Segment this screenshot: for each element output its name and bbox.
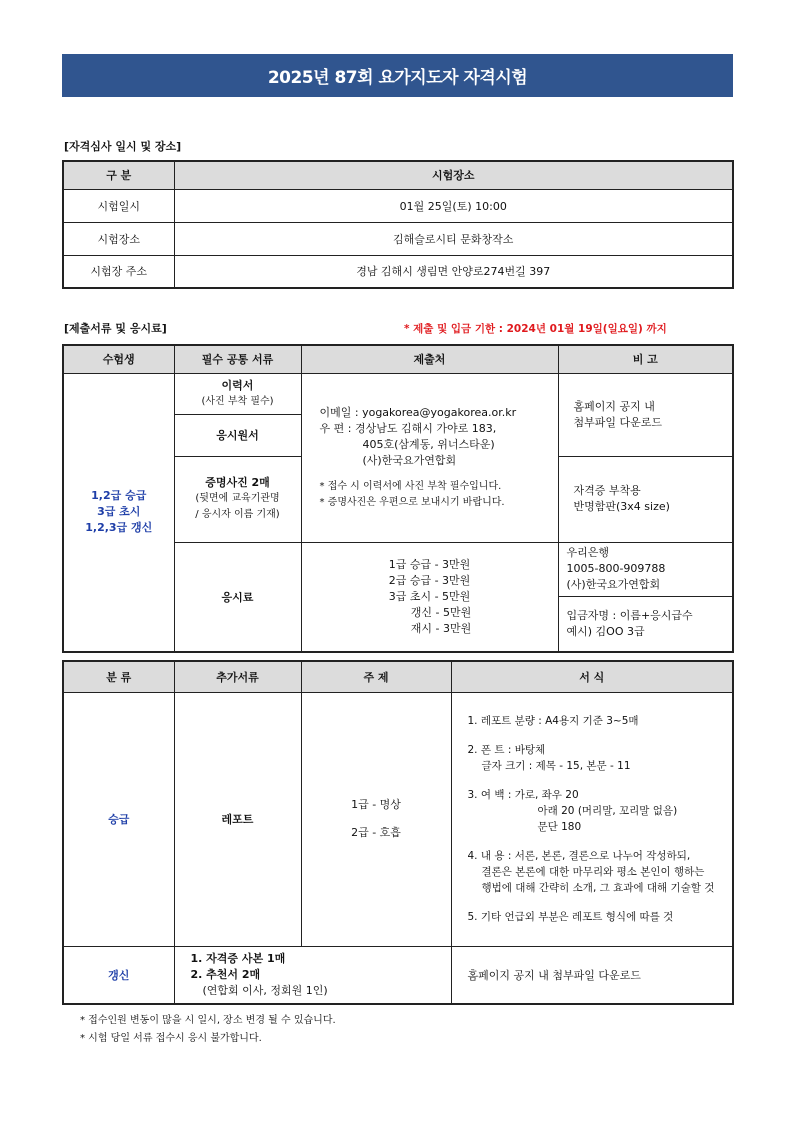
format-3b: 아래 20 (머리말, 꼬리말 없음) xyxy=(537,805,678,817)
doc-photo-note-2: / 응시자 이름 기재) xyxy=(195,509,280,520)
remark-photo-cell xyxy=(558,456,733,542)
doc-resume-cell xyxy=(174,373,301,414)
header-venue: 시험장소 xyxy=(174,161,733,189)
renew-doc-2: 2. 추천서 2매 xyxy=(190,967,261,981)
category-promote: 승급 xyxy=(63,692,174,946)
doc-photo-cell xyxy=(174,456,301,542)
header-additional-docs: 추가서류 xyxy=(174,661,301,692)
exam-info-table xyxy=(62,160,734,289)
submit-post-2: 405호(삼계동, 위너스타운) xyxy=(362,437,495,451)
row-label-date: 시험일시 xyxy=(63,189,174,222)
renew-docs-cell xyxy=(174,946,451,1004)
format-4a: 4. 내 용 : 서론, 본론, 결론으로 나누어 작성하되, xyxy=(467,850,691,862)
remark-photo-1: 자격증 부착용 xyxy=(573,484,641,497)
fee-2: 2급 승급 - 3만원 xyxy=(388,573,471,587)
remark-download-1: 홈페이지 공지 내 xyxy=(573,399,655,413)
section-label-exam-info: [자격심사 일시 및 장소] xyxy=(64,140,182,153)
format-cell xyxy=(451,692,733,946)
topic-level-1: 1급 - 명상 xyxy=(351,798,401,811)
format-4c: 행법에 대해 간략히 소개, 그 효과에 대해 기술할 것 xyxy=(481,882,715,894)
depositor-rule: 입금자명 : 이름+응시급수 xyxy=(566,608,693,622)
submit-cell xyxy=(301,373,558,542)
header-category: 구 분 xyxy=(63,161,174,189)
bank-holder: (사)한국요가연합회 xyxy=(566,578,661,591)
topic-level-2: 2급 - 호흡 xyxy=(351,826,401,839)
submit-note-1: * 접수 시 이력서에 사진 부착 필수입니다. xyxy=(319,480,502,492)
format-5: 5. 기타 언급외 부분은 레포트 형식에 따를 것 xyxy=(467,911,674,923)
remark-photo-2: 반명함판(3x4 size) xyxy=(573,500,670,513)
format-2b: 글자 크기 : 제목 - 15, 본문 - 11 xyxy=(481,760,631,772)
fee-4: 갱신 - 5만원 xyxy=(410,605,472,619)
submit-post-1: 우 편 : 경상남도 김해시 가야로 183, xyxy=(319,421,497,435)
header-topic: 주 제 xyxy=(301,661,451,692)
submit-note-2: * 증명사진은 우편으로 보내시기 바랍니다. xyxy=(319,496,505,508)
deadline-notice: * 제출 및 입금 기한 : 2024년 01월 19일(일요일) 까지 xyxy=(404,323,667,335)
doc-application: 응시원서 xyxy=(174,414,301,456)
candidate-first: 3급 초시 xyxy=(97,505,141,519)
section-label-documents: [제출서류 및 응시료] xyxy=(64,322,167,335)
candidate-promote: 1,2급 승급 xyxy=(91,489,147,503)
renew-doc-1: 1. 자격증 사본 1매 xyxy=(190,951,286,965)
row-value-address: 경남 김해시 생림면 안양로274번길 397 xyxy=(174,255,733,288)
format-3a: 3. 여 백 : 가로, 좌우 20 xyxy=(467,789,579,801)
doc-photo-note-1: (뒷면에 교육기관명 xyxy=(195,493,280,504)
renew-doc-3: (연합회 이사, 정회원 1인) xyxy=(202,983,328,997)
footer-note-2: * 시험 당일 서류 접수시 응시 불가합니다. xyxy=(80,1033,262,1044)
fee-1: 1급 승급 - 3만원 xyxy=(388,557,471,571)
doc-resume-note: (사진 부착 필수) xyxy=(201,395,274,407)
header-format: 서 식 xyxy=(451,661,733,692)
footer-notes xyxy=(80,1012,336,1048)
doc-report: 레포트 xyxy=(174,692,301,946)
depositor-example: 예시) 김OO 3급 xyxy=(566,624,645,638)
remark-download-2: 첨부파일 다운로드 xyxy=(573,415,663,429)
category-renew: 갱신 xyxy=(63,946,174,1004)
renew-format: 홈페이지 공지 내 첨부파일 다운로드 xyxy=(451,946,733,1004)
documents-table xyxy=(62,344,734,653)
depositor-cell xyxy=(558,596,733,652)
format-4b: 결론은 본론에 대한 마무리와 평소 본인이 행하는 xyxy=(481,866,705,878)
fee-5: 재시 - 3만원 xyxy=(410,621,472,635)
row-value-date: 01월 25일(토) 10:00 xyxy=(174,189,733,222)
page-title: 2025년 87회 요가지도자 자격시험 xyxy=(62,54,733,97)
fee-3: 3급 초시 - 5만원 xyxy=(388,589,471,603)
doc-resume: 이력서 xyxy=(221,378,254,392)
bank-name: 우리은행 xyxy=(566,546,610,559)
submit-post-3: (사)한국요가연합회 xyxy=(362,453,457,467)
header-submit-to: 제출처 xyxy=(301,345,558,373)
header-remarks: 비 고 xyxy=(558,345,733,373)
remark-download-cell xyxy=(558,373,733,456)
bank-account: 1005-800-909788 xyxy=(566,562,666,575)
bank-cell xyxy=(558,542,733,596)
doc-photo: 증명사진 2매 xyxy=(205,476,270,489)
fee-list-cell xyxy=(301,542,558,652)
row-label-place: 시험장소 xyxy=(63,222,174,255)
header-required-docs: 필수 공통 서류 xyxy=(174,345,301,373)
row-label-address: 시험장 주소 xyxy=(63,255,174,288)
row-value-place: 김해슬로시티 문화창작소 xyxy=(174,222,733,255)
header-candidate: 수험생 xyxy=(63,345,174,373)
format-2a: 2. 폰 트 : 바탕체 xyxy=(467,744,546,756)
additional-docs-table xyxy=(62,660,734,1005)
doc-fee: 응시료 xyxy=(174,542,301,652)
footer-note-1: * 접수인원 변동이 많을 시 일시, 장소 변경 될 수 있습니다. xyxy=(80,1015,336,1026)
format-3c: 문단 180 xyxy=(537,821,582,833)
candidate-renew: 1,2,3급 갱신 xyxy=(85,521,153,535)
topic-cell xyxy=(301,692,451,946)
format-1: 1. 레포트 분량 : A4용지 기준 3~5매 xyxy=(467,715,639,727)
candidate-cell xyxy=(63,373,174,652)
submit-email: 이메일 : yogakorea@yogakorea.or.kr xyxy=(319,405,517,419)
header-classification: 분 류 xyxy=(63,661,174,692)
